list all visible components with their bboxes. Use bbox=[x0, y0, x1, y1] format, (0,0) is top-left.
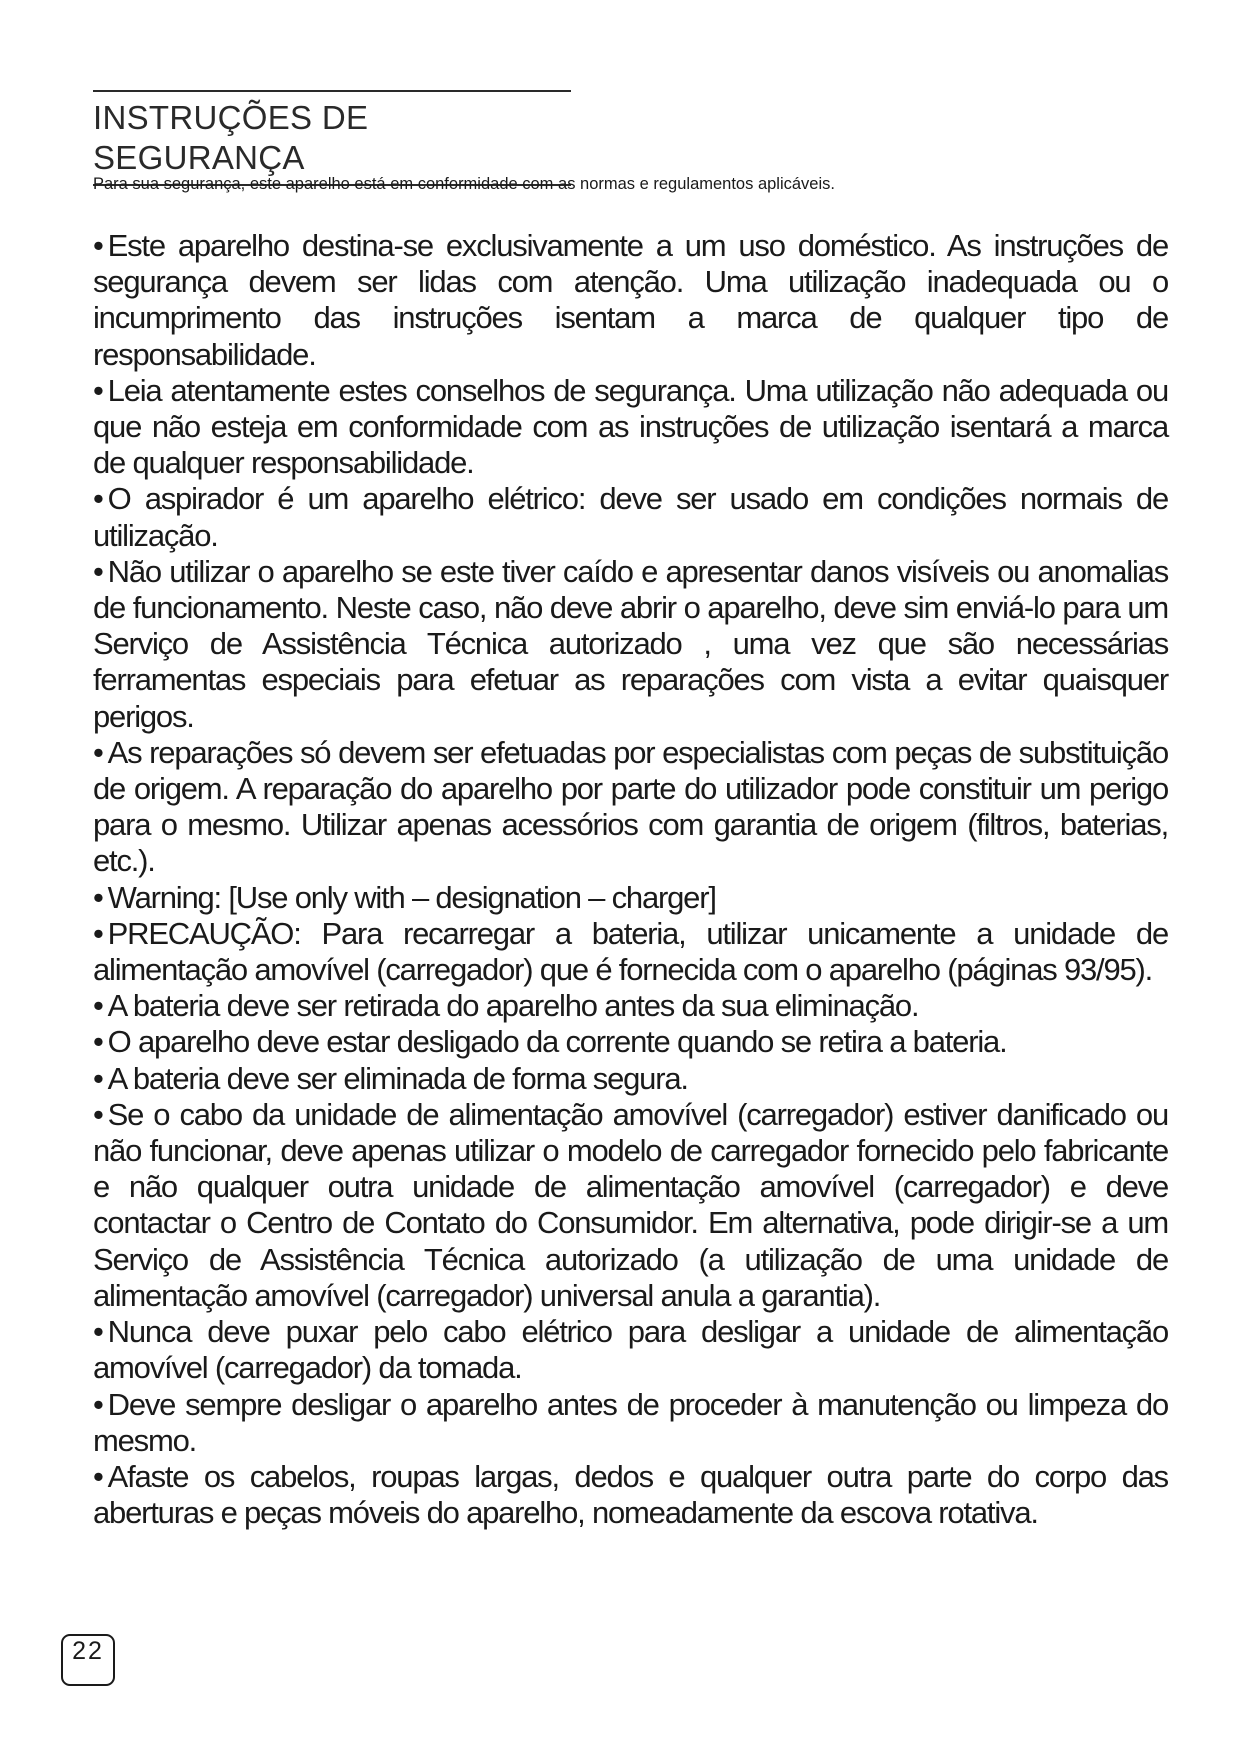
list-item bbox=[93, 1314, 1168, 1386]
bullet-icon: • bbox=[93, 553, 103, 589]
bullet-icon: • bbox=[93, 1314, 103, 1350]
list-item-text: A bateria deve ser eliminada de forma segura. bbox=[107, 1060, 688, 1096]
list-item bbox=[93, 988, 1168, 1024]
bullet-icon: • bbox=[93, 1096, 103, 1132]
list-item bbox=[93, 735, 1168, 880]
page-subtitle: Para sua segurança, este aparelho está em conformidade com as normas e regulamentos aplicáveis. bbox=[93, 175, 835, 193]
list-item-text: Afaste os cabelos, roupas largas, dedos e qualquer outra parte do corpo das aberturas e peças móveis do aparelho, nomeadamente da escova rotativa. bbox=[93, 1458, 1168, 1531]
list-item bbox=[93, 1459, 1168, 1531]
list-item bbox=[93, 1024, 1168, 1060]
bullet-icon: • bbox=[93, 915, 103, 951]
bullet-icon: • bbox=[93, 988, 103, 1024]
safety-instructions-list bbox=[93, 228, 1168, 1531]
list-item-text: O aparelho deve estar desligado da corrente quando se retira a bateria. bbox=[107, 1024, 1007, 1060]
list-item bbox=[93, 554, 1168, 735]
list-item bbox=[93, 916, 1168, 988]
bullet-icon: • bbox=[93, 1386, 103, 1422]
bullet-icon: • bbox=[93, 1024, 103, 1060]
list-item-text: Se o cabo da unidade de alimentação amovível (carregador) estiver danificado ou não funcionar, deve apenas utilizar o modelo de carregador fornecido pelo fabricante e não qualquer outra unidade de alimentação amovível (carregador) e deve contactar o Centro de Contato do Consumidor. Em alternativa, pode dirigir-se a um Serviço de Assistência Técnica autorizado (a utilização de uma unidade de alimentação amovível (carregador) universal anula a garantia). bbox=[93, 1096, 1168, 1313]
list-item-text: A bateria deve ser retirada do aparelho antes da sua eliminação. bbox=[107, 988, 919, 1024]
bullet-icon: • bbox=[93, 481, 103, 517]
page-title: INSTRUÇÕES DE SEGURANÇA bbox=[93, 99, 369, 176]
bullet-icon: • bbox=[93, 228, 103, 263]
list-item-text: Deve sempre desligar o aparelho antes de proceder à manutenção ou limpeza do mesmo. bbox=[93, 1386, 1168, 1458]
page-number: 22 bbox=[61, 1634, 115, 1686]
list-item-text: Não utilizar o aparelho se este tiver caído e apresentar danos visíveis ou anomalias de funcionamento. Neste caso, não deve abrir o aparelho, deve sim enviá-lo para um Serviço de Assistência Técnica autorizado , uma vez que são necessárias ferramentas especiais para efetuar as reparações com vista a evitar quaisquer perigos. bbox=[93, 553, 1168, 734]
list-item-text: Este aparelho destina-se exclusivamente a um uso doméstico. As instruções de segurança devem ser lidas com atenção. Uma utilização inadequada ou o incumprimento das instruções isentam a marca de qualquer tipo de responsabilidade. bbox=[93, 228, 1168, 372]
bullet-icon: • bbox=[93, 1458, 103, 1494]
bullet-icon: • bbox=[93, 879, 103, 915]
list-item-text: Warning: [Use only with – designation – charger] bbox=[107, 879, 716, 915]
list-item bbox=[93, 481, 1168, 553]
bullet-icon: • bbox=[93, 1060, 103, 1096]
list-item-text: Nunca deve puxar pelo cabo elétrico para desligar a unidade de alimentação amovível (carregador) da tomada. bbox=[93, 1314, 1168, 1386]
list-item bbox=[93, 1097, 1168, 1314]
bullet-icon: • bbox=[93, 734, 103, 770]
list-item bbox=[93, 228, 1168, 373]
list-item-text: PRECAUÇÃO: Para recarregar a bateria, utilizar unicamente a unidade de alimentação amovível (carregador) que é fornecida com o aparelho (páginas 93/95). bbox=[93, 915, 1168, 988]
list-item bbox=[93, 1387, 1168, 1459]
bullet-icon: • bbox=[93, 372, 103, 408]
list-item-text: O aspirador é um aparelho elétrico: deve ser usado em condições normais de utilização. bbox=[93, 481, 1168, 553]
list-item bbox=[93, 373, 1168, 482]
list-item bbox=[93, 1061, 1168, 1097]
list-item bbox=[93, 880, 1168, 916]
list-item-text: Leia atentamente estes conselhos de segurança. Uma utilização não adequada ou que não esteja em conformidade com as instruções de utilização isentará a marca de qualquer responsabilidade. bbox=[93, 372, 1168, 481]
list-item-text: As reparações só devem ser efetuadas por especialistas com peças de substituição de origem. A reparação do aparelho por parte do utilizador pode constituir um perigo para o mesmo. Utilizar apenas acessórios com garantia de origem (filtros, baterias, etc.). bbox=[93, 734, 1168, 879]
title-block bbox=[93, 90, 571, 186]
